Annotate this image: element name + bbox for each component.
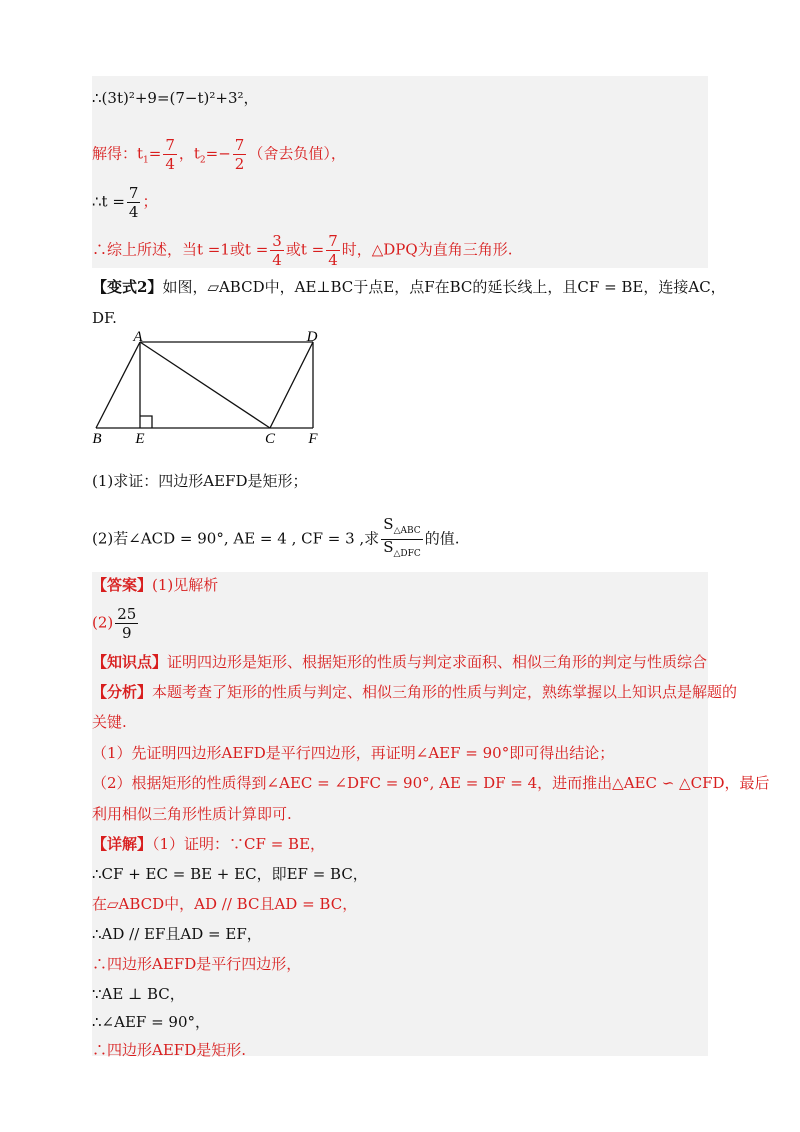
detail-line-6: ∵AE ⊥ BC， (92, 985, 185, 1003)
label-C: C (264, 431, 276, 447)
detail-line-3: 在▱ABCD中，AD // BC且AD = BC， (92, 895, 358, 913)
analysis-point-3: 利用相似三角形性质计算即可. (92, 805, 292, 823)
label-E: E (135, 431, 145, 447)
question-1: (1)求证：四边形AEFD是矩形； (92, 472, 308, 490)
prev-line-4: ∴综上所述，当t =1或t = $\frac{3}{4}$ 或t = $\frac{7}{4}$ 时，△DPQ为直角三角形. (92, 232, 513, 269)
analysis-line-1: 【分析】本题考查了矩形的性质与判定、相似三角形的性质与判定，熟练掌握以上知识点是解题的 (92, 683, 738, 701)
analysis-line-2: 关键. (92, 713, 127, 731)
detail-line-2: ∴CF + EC = BE + EC，即EF = BC， (92, 865, 368, 883)
label-D: D (306, 330, 318, 345)
answer-line-2: (2) $\frac{25}{9}$ (92, 605, 137, 642)
answer-line-1: 【答案】(1)见解析 (92, 576, 219, 594)
knowledge-line: 【知识点】证明四边形是矩形、根据矩形的性质与判定求面积、相似三角形的判定与性质综合 (92, 653, 708, 671)
analysis-point-1: （1）先证明四边形AEFD是平行四边形，再证明∠AEF = 90°即可得出结论； (92, 744, 615, 762)
detail-line-4: ∴AD // EF且AD = EF， (92, 925, 262, 943)
detail-line-1: 【详解】（1）证明：∵CF = BE， (92, 835, 326, 853)
question-2: (2)若∠ACD = 90°, AE = 4 , CF = 3 ,求 $\frac{S_{\triangle ABC}}{S_{\triangle DFC}}$ 的值. (92, 515, 460, 559)
analysis-point-2: （2）根据矩形的性质得到∠AEC = ∠DFC = 90°, AE = DF = 4，进而推出△AEC ∽ △CFD，最后 (92, 774, 770, 792)
detail-line-7: ∴∠AEF = 90°， (92, 1013, 210, 1031)
problem-tag: 【变式2】 (92, 278, 163, 296)
detail-line-5: ∴四边形AEFD是平行四边形， (92, 955, 302, 973)
label-B: B (92, 431, 102, 447)
prev-line-1: ∴(3t)²+9=(7−t)²+3²， (92, 89, 259, 107)
problem-line-1: 【变式2】如图，▱ABCD中，AE⊥BC于点E，点F在BC的延长线上，且CF = BE，连接AC， (92, 278, 726, 296)
label-A: A (133, 330, 143, 345)
geometry-figure (86, 330, 326, 448)
problem-line-2: DF. (92, 309, 117, 327)
prev-line-3: ∴t = $\frac{7}{4}$ ； (92, 184, 158, 221)
prev-line-2: 解得：$t_1=$ $\frac{7}{4}$ ，$t_2=-$ $\frac{7}{2}$ （舍去负值）， (92, 136, 346, 173)
detail-line-8: ∴四边形AEFD是矩形. (92, 1041, 246, 1059)
label-F: F (308, 431, 318, 447)
